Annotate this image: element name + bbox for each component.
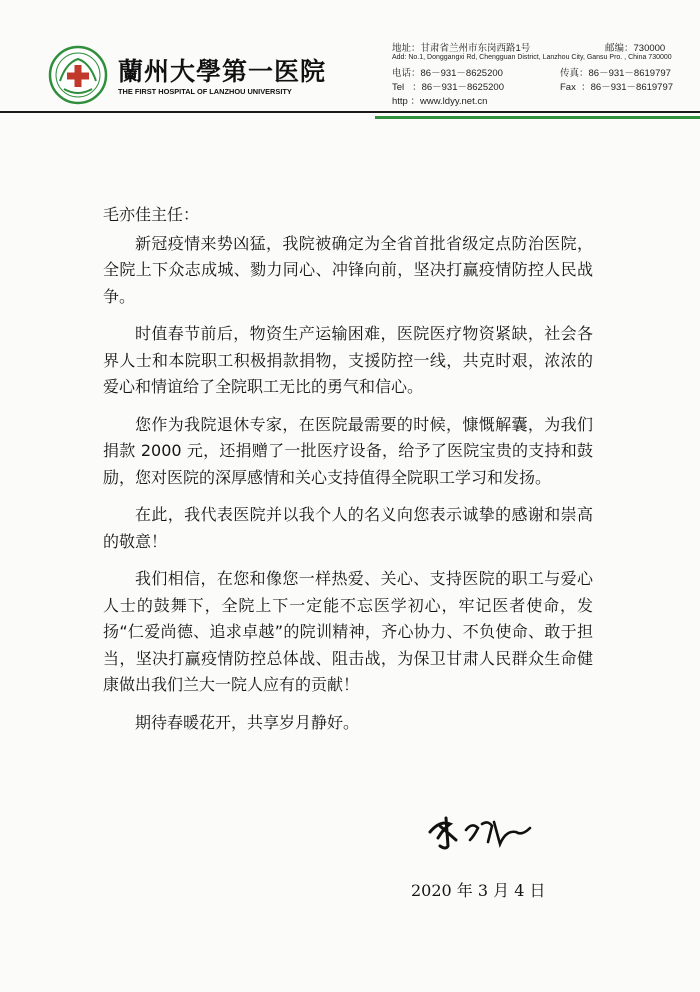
address-en-row (392, 54, 672, 61)
salutation: 毛亦佳主任： (103, 205, 200, 224)
address-en-label: Add: (392, 54, 407, 61)
handwritten-signature (426, 810, 536, 850)
hospital-name-en: THE FIRST HOSPITAL OF LANZHOU UNIVERSITY (118, 87, 292, 96)
website-row (392, 93, 487, 107)
paragraph-1: 新冠疫情来势凶猛，我院被确定为全省首批省级定点防治医院，全院上下众志成城、勠力同心、冲锋向前，坚决打赢疫情防控人民战争。 (103, 233, 593, 306)
address-label: 地址： (392, 43, 421, 54)
address-en: No.1, Donggangxi Rd, Chengguan District, Lanzhou City, Gansu Pro. , China 730000 (408, 54, 672, 61)
letterhead (0, 0, 700, 122)
paragraph-6: 期待春暖花开，共享岁月静好。 (135, 712, 360, 732)
hospital-name-cn: 蘭州大學第一医院 (118, 57, 327, 86)
paragraph-4: 在此，我代表医院并以我个人的名义向您表示诚挚的感谢和崇高的敬意！ (103, 505, 593, 551)
postcode: 730000 (633, 43, 666, 54)
paragraph-3: 您作为我院退休专家，在医院最需要的时候，慷慨解囊，为我们捐款 2000 元，还捐赠了一批医疗设备，给予了医院宝贵的支持和鼓励，您对医院的深厚感情和关心支持值得全院职工学习和发扬。 (103, 414, 593, 487)
header-accent-bar (375, 116, 700, 119)
header-divider (0, 111, 700, 113)
paragraph-2: 时值春节前后，物资生产运输困难，医院医疗物资紧缺，社会各界人士和本院职工积极捐款捐物，支援防控一线，共克时艰，浓浓的爱心和情谊给了全院职工无比的勇气和信心。 (103, 324, 593, 396)
website: http ：www.ldyy.net.cn (392, 96, 488, 107)
paragraph-5: 我们相信，在您和像您一样热爱、关心、支持医院的职工与爱心人士的鼓舞下，全院上下一定能不忘医学初心，牢记医者使命，发扬“仁爱尚德、追求卓越”的院训精神，齐心协力、不负使命、敢于担当，坚决打赢疫情防控总体战、阻击战，为保卫甘肃人民群众生命健康做出我们兰大一院人应有的贡献！ (103, 569, 593, 694)
fax-label-cn: 传真： (560, 68, 589, 79)
address-cn: 甘肃省兰州市东岗西路1号 (420, 43, 531, 54)
fax-label-en: Fax (560, 82, 576, 93)
letter-body (103, 202, 593, 747)
phone: 86－931－8625200 (420, 68, 503, 79)
phone-label-cn: 电话： (392, 68, 421, 79)
hospital-logo-icon (48, 45, 108, 105)
phone-en: ：86－931－8625200 (412, 82, 504, 93)
fax: 86－931－8619797 (588, 68, 671, 79)
fax-en: ：86－931－8619797 (581, 82, 674, 93)
postcode-label: 邮编： (605, 43, 634, 54)
phone-label-en: Tel (392, 82, 405, 93)
letter-date: 2020 年 3 月 4 日 (411, 881, 546, 900)
